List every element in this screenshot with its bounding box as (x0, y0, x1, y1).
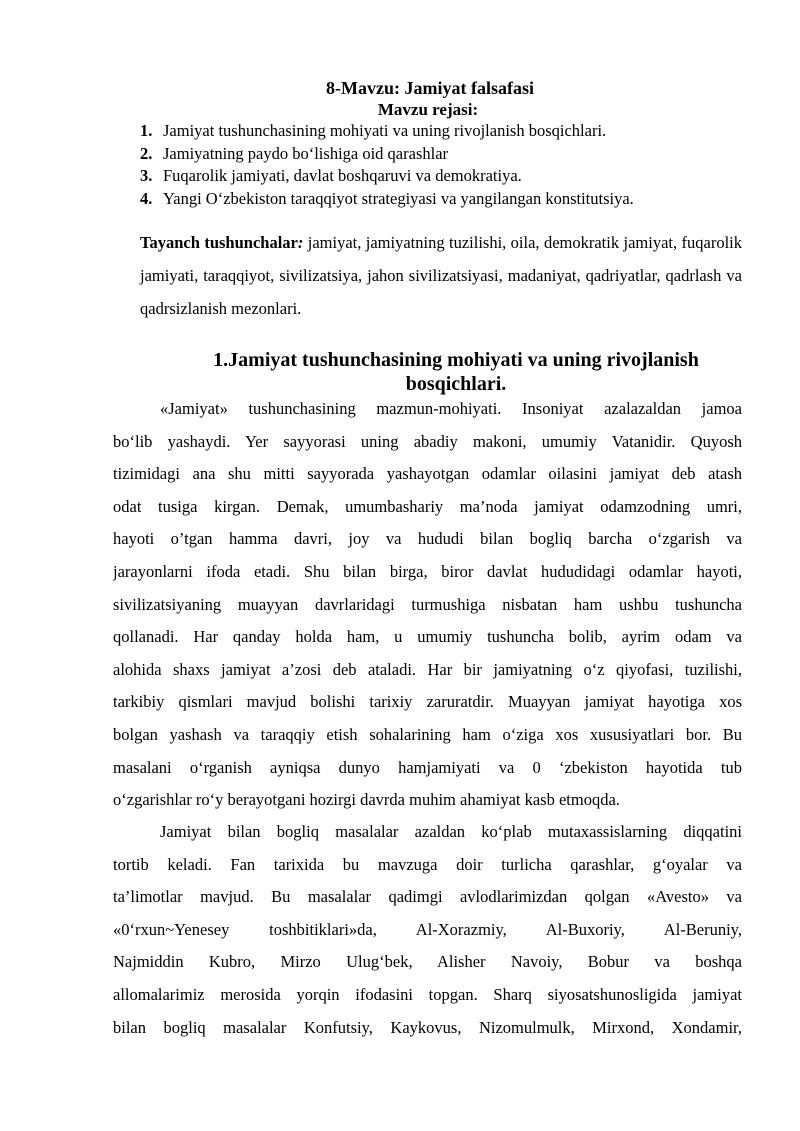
plan-item (140, 120, 760, 143)
paragraph-line: tarkibiy qismlari mavjud bolishi tarixiy zaruratdir. Muayyan jamiyat hayotiga xos (113, 692, 742, 712)
plan-item-number: 4. (140, 188, 153, 208)
keywords-block (140, 226, 742, 325)
plan-item-text: Jamiyatning paydo bo‘lishiga oid qarashlar (163, 143, 449, 163)
paragraph-line: allomalarimiz merosida yorqin ifodasini topgan. Sharq siyosatshunosligida jamiyat (113, 984, 742, 1004)
plan-item-text: Fuqarolik jamiyati, davlat boshqaruvi va demokratiya. (163, 166, 522, 185)
plan-item-text: Jamiyat tushunchasining mohiyati va uning rivojlanish bosqichlari. (163, 121, 607, 140)
paragraph-line: Najmiddin Kubro, Mirzo Ulug‘bek, Alisher Navoiy, Bobur va boshqa (113, 952, 742, 972)
section-heading (140, 348, 772, 396)
paragraph-line: sivilizatsiyaning muayyan davrlaridagi turmushiga nisbatan ham ushbu tushuncha (113, 594, 742, 614)
section-heading-line: bosqichlari. (405, 373, 507, 395)
paragraph-line: bo‘lib yashaydi. Yer sayyorasi uning abadiy makoni, umumiy Vatanidir. Quyosh (113, 431, 742, 451)
paragraph-line: «Jamiyat» tushunchasining mazmun-mohiyati. Insoniyat azalazaldan jamoa (160, 399, 742, 418)
plan-item-number: 2. (140, 143, 153, 163)
plan-item (140, 143, 760, 166)
paragraph-line: alohida shaxs jamiyat a’zosi deb ataladi. Har bir jamiyatning o‘z qiyofasi, tuzilishi, (113, 659, 742, 679)
paragraph-line: ta’limotlar mavjud. Bu masalalar qadimgi avlodlarimizdan qolgan «Avesto» va (113, 887, 742, 907)
plan-item-text: Yangi O‘zbekiston taraqqiyot strategiyasi va yangilangan konstitutsiya. (163, 188, 634, 208)
paragraph-line: tizimidagi ana shu mitti sayyorada yashayotgan odamlar oilasini jamiyat deb atash (113, 464, 742, 484)
plan-list (140, 120, 760, 210)
keywords-label: Tayanch tushunchalar (140, 233, 298, 252)
paragraph-line: bilan bogliq masalalar Konfutsiy, Kaykovus, Nizomulmulk, Mirxond, Xondamir, (113, 1017, 742, 1037)
topic-title: 8-Mavzu: Jamiyat falsafasi (326, 78, 534, 98)
paragraph-line: «0‘rxun~Yenesey toshbitiklari»da, Al-Xorazmiy, Al-Buxoriy, Al-Beruniy, (113, 919, 742, 939)
plan-item-number: 1. (140, 121, 153, 140)
plan-item (140, 188, 760, 211)
paragraph-line: Jamiyat bilan bogliq masalalar azaldan ko‘plab mutaxassislarning diqqatini (160, 822, 742, 841)
keywords-colon: : (297, 233, 304, 252)
paragraph-line: odat tusiga kirgan. Demak, umumbashariy ma’noda jamiyat odamzodning umri, (113, 496, 742, 516)
paragraph-line: o‘zgarishlar ro‘y berayotgani hozirgi davrda muhim ahamiyat kasb etmoqda. (113, 790, 620, 810)
paragraph-line: bolgan yashash va taraqqiy etish sohalarining ham o‘ziga xos xususiyatlari bor. Bu (113, 724, 742, 744)
paragraph-line: qollanadi. Har qanday holda ham, u umumiy tushuncha bolib, ayrim odam va (113, 627, 742, 647)
paragraph (113, 393, 742, 817)
paragraph-line: hayoti o’tgan hamma davri, joy va hududi bilan bogliq barcha o‘zgarish va (113, 529, 742, 549)
keywords-text: jamiyat, jamiyatning tuzilishi, oila, demokratik jamiyat, fuqarolik jamiyati, taraqqiyot, sivilizatsiya, jahon sivilizatsiyasi, madaniyat, qadriyatlar, qadrlash va qadrsizlanish mezonlari. (140, 233, 742, 318)
paragraph-line: tortib keladi. Fan tarixida bu mavzuga doir turlicha qarashlar, g‘oyalar va (113, 854, 742, 874)
paragraph-line: masalani o‘rganish ayniqsa dunyo hamjamiyati va 0 ‘zbekiston hayotida tub (113, 757, 742, 777)
plan-item (140, 165, 760, 188)
plan-title: Mavzu rejasi: (377, 100, 479, 119)
section-heading-line: 1.Jamiyat tushunchasining mohiyati va uning rivojlanish (213, 349, 699, 371)
paragraph-line: jarayonlarni ifoda etadi. Shu bilan birga, biror davlat hududidagi odamlar hayoti, (113, 561, 742, 581)
paragraph (113, 816, 742, 1044)
plan-item-number: 3. (140, 166, 153, 185)
